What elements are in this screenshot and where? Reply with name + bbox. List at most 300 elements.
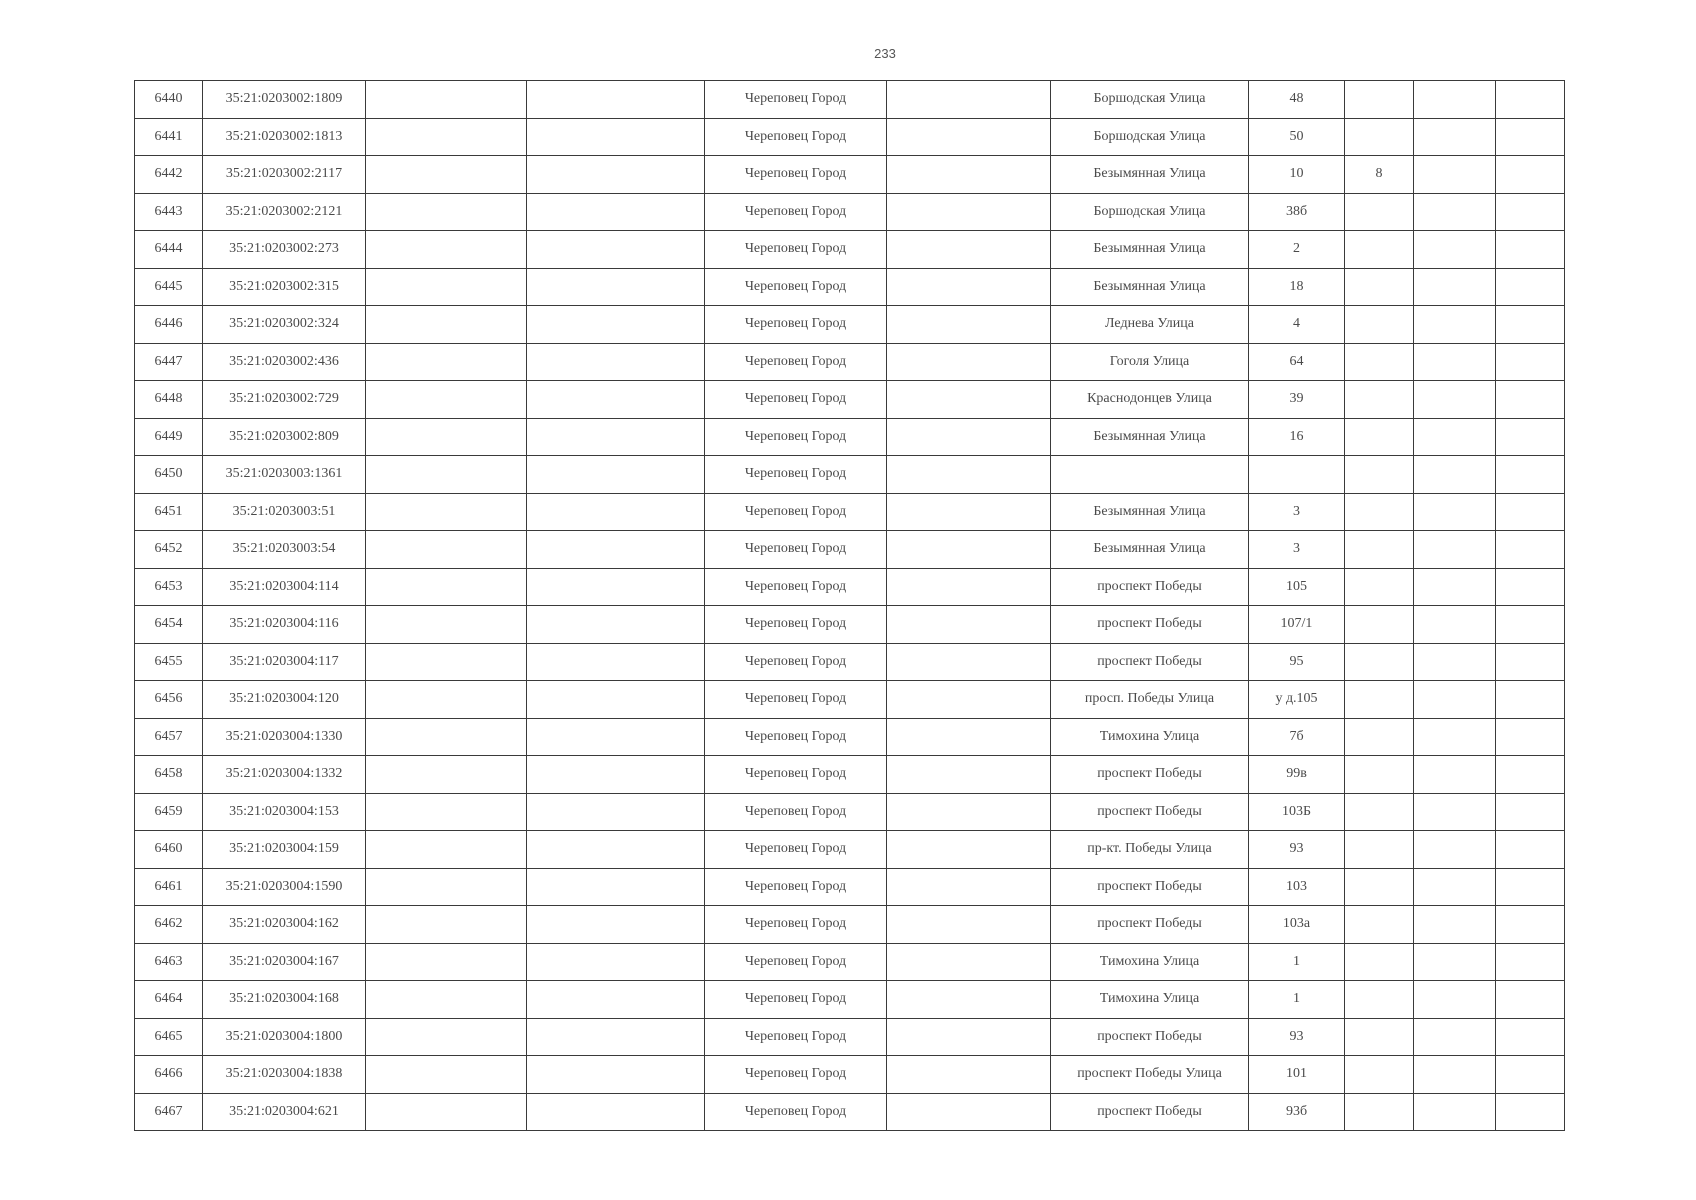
- locality-cell: Череповец Город: [705, 681, 887, 719]
- street-cell: проспект Победы: [1051, 868, 1249, 906]
- empty-cell: [1414, 193, 1496, 231]
- street-cell: Безымянная Улица: [1051, 156, 1249, 194]
- house-cell: 93: [1249, 1018, 1345, 1056]
- empty-cell: [366, 118, 527, 156]
- locality-cell: Череповец Город: [705, 718, 887, 756]
- cadastral-number-cell: 35:21:0203004:1800: [203, 1018, 366, 1056]
- empty-cell: [887, 718, 1051, 756]
- house-cell: 7б: [1249, 718, 1345, 756]
- locality-cell: Череповец Город: [705, 793, 887, 831]
- empty-cell: [1496, 943, 1565, 981]
- row-number-cell: 6466: [135, 1056, 203, 1094]
- house-cell: 101: [1249, 1056, 1345, 1094]
- empty-cell: [1414, 231, 1496, 269]
- building-cell: [1345, 831, 1414, 869]
- locality-cell: Череповец Город: [705, 568, 887, 606]
- empty-cell: [366, 343, 527, 381]
- empty-cell: [527, 193, 705, 231]
- empty-cell: [887, 868, 1051, 906]
- empty-cell: [887, 1093, 1051, 1131]
- registry-table: [134, 80, 1565, 1131]
- street-cell: Боршодская Улица: [1051, 118, 1249, 156]
- empty-cell: [887, 681, 1051, 719]
- empty-cell: [1414, 681, 1496, 719]
- empty-cell: [887, 156, 1051, 194]
- table-row: [135, 756, 1565, 794]
- house-cell: 38б: [1249, 193, 1345, 231]
- empty-cell: [1496, 756, 1565, 794]
- cadastral-number-cell: 35:21:0203004:168: [203, 981, 366, 1019]
- empty-cell: [527, 118, 705, 156]
- cadastral-number-cell: 35:21:0203003:51: [203, 493, 366, 531]
- house-cell: 107/1: [1249, 606, 1345, 644]
- building-cell: [1345, 1056, 1414, 1094]
- empty-cell: [527, 606, 705, 644]
- row-number-cell: 6456: [135, 681, 203, 719]
- locality-cell: Череповец Город: [705, 643, 887, 681]
- house-cell: 48: [1249, 81, 1345, 119]
- building-cell: [1345, 418, 1414, 456]
- empty-cell: [366, 681, 527, 719]
- house-cell: [1249, 456, 1345, 494]
- building-cell: [1345, 343, 1414, 381]
- building-cell: [1345, 193, 1414, 231]
- empty-cell: [1414, 493, 1496, 531]
- empty-cell: [1414, 381, 1496, 419]
- table-row: [135, 831, 1565, 869]
- empty-cell: [527, 81, 705, 119]
- building-cell: [1345, 456, 1414, 494]
- street-cell: Боршодская Улица: [1051, 81, 1249, 119]
- empty-cell: [1414, 268, 1496, 306]
- house-cell: 3: [1249, 531, 1345, 569]
- table-row: [135, 381, 1565, 419]
- table-row: [135, 793, 1565, 831]
- building-cell: [1345, 1018, 1414, 1056]
- empty-cell: [887, 306, 1051, 344]
- empty-cell: [366, 756, 527, 794]
- empty-cell: [366, 906, 527, 944]
- empty-cell: [1496, 718, 1565, 756]
- empty-cell: [887, 81, 1051, 119]
- empty-cell: [366, 81, 527, 119]
- table-row: [135, 981, 1565, 1019]
- locality-cell: Череповец Город: [705, 868, 887, 906]
- building-cell: [1345, 568, 1414, 606]
- empty-cell: [1496, 231, 1565, 269]
- empty-cell: [366, 156, 527, 194]
- cadastral-number-cell: 35:21:0203004:162: [203, 906, 366, 944]
- building-cell: [1345, 793, 1414, 831]
- table-row: [135, 493, 1565, 531]
- empty-cell: [887, 643, 1051, 681]
- empty-cell: [366, 981, 527, 1019]
- row-number-cell: 6444: [135, 231, 203, 269]
- table-row: [135, 868, 1565, 906]
- empty-cell: [1414, 568, 1496, 606]
- building-cell: [1345, 531, 1414, 569]
- row-number-cell: 6447: [135, 343, 203, 381]
- house-cell: 64: [1249, 343, 1345, 381]
- empty-cell: [366, 1018, 527, 1056]
- row-number-cell: 6455: [135, 643, 203, 681]
- empty-cell: [1496, 418, 1565, 456]
- locality-cell: Череповец Город: [705, 156, 887, 194]
- empty-cell: [1414, 718, 1496, 756]
- row-number-cell: 6459: [135, 793, 203, 831]
- empty-cell: [1496, 268, 1565, 306]
- row-number-cell: 6450: [135, 456, 203, 494]
- cadastral-number-cell: 35:21:0203002:2117: [203, 156, 366, 194]
- table-row: [135, 643, 1565, 681]
- row-number-cell: 6467: [135, 1093, 203, 1131]
- empty-cell: [1496, 606, 1565, 644]
- cadastral-number-cell: 35:21:0203002:273: [203, 231, 366, 269]
- empty-cell: [887, 268, 1051, 306]
- empty-cell: [1414, 531, 1496, 569]
- cadastral-number-cell: 35:21:0203004:114: [203, 568, 366, 606]
- empty-cell: [527, 493, 705, 531]
- empty-cell: [887, 568, 1051, 606]
- empty-cell: [1414, 1093, 1496, 1131]
- table-row: [135, 943, 1565, 981]
- table-row: [135, 906, 1565, 944]
- empty-cell: [887, 343, 1051, 381]
- row-number-cell: 6440: [135, 81, 203, 119]
- empty-cell: [1414, 793, 1496, 831]
- cadastral-number-cell: 35:21:0203004:167: [203, 943, 366, 981]
- row-number-cell: 6460: [135, 831, 203, 869]
- building-cell: 8: [1345, 156, 1414, 194]
- empty-cell: [1496, 531, 1565, 569]
- cadastral-number-cell: 35:21:0203004:1838: [203, 1056, 366, 1094]
- locality-cell: Череповец Город: [705, 118, 887, 156]
- empty-cell: [527, 868, 705, 906]
- empty-cell: [1414, 643, 1496, 681]
- building-cell: [1345, 681, 1414, 719]
- cadastral-number-cell: 35:21:0203002:1809: [203, 81, 366, 119]
- empty-cell: [366, 831, 527, 869]
- empty-cell: [1496, 381, 1565, 419]
- locality-cell: Череповец Город: [705, 981, 887, 1019]
- empty-cell: [366, 193, 527, 231]
- street-cell: Краснодонцев Улица: [1051, 381, 1249, 419]
- cadastral-number-cell: 35:21:0203004:153: [203, 793, 366, 831]
- street-cell: проспект Победы: [1051, 906, 1249, 944]
- empty-cell: [527, 793, 705, 831]
- street-cell: проспект Победы: [1051, 606, 1249, 644]
- empty-cell: [1414, 118, 1496, 156]
- locality-cell: Череповец Город: [705, 493, 887, 531]
- row-number-cell: 6463: [135, 943, 203, 981]
- empty-cell: [887, 456, 1051, 494]
- empty-cell: [887, 981, 1051, 1019]
- locality-cell: Череповец Город: [705, 81, 887, 119]
- empty-cell: [1496, 456, 1565, 494]
- cadastral-number-cell: 35:21:0203004:120: [203, 681, 366, 719]
- table-row: [135, 231, 1565, 269]
- locality-cell: Череповец Город: [705, 193, 887, 231]
- building-cell: [1345, 756, 1414, 794]
- row-number-cell: 6462: [135, 906, 203, 944]
- empty-cell: [887, 943, 1051, 981]
- empty-cell: [887, 381, 1051, 419]
- house-cell: 18: [1249, 268, 1345, 306]
- building-cell: [1345, 231, 1414, 269]
- row-number-cell: 6446: [135, 306, 203, 344]
- locality-cell: Череповец Город: [705, 268, 887, 306]
- empty-cell: [527, 268, 705, 306]
- building-cell: [1345, 1093, 1414, 1131]
- empty-cell: [887, 493, 1051, 531]
- table-row: [135, 568, 1565, 606]
- street-cell: проспект Победы: [1051, 568, 1249, 606]
- empty-cell: [366, 1056, 527, 1094]
- empty-cell: [1496, 81, 1565, 119]
- street-cell: проспект Победы: [1051, 643, 1249, 681]
- table-row: [135, 418, 1565, 456]
- house-cell: 3: [1249, 493, 1345, 531]
- locality-cell: Череповец Город: [705, 606, 887, 644]
- street-cell: Тимохина Улица: [1051, 718, 1249, 756]
- empty-cell: [1496, 981, 1565, 1019]
- locality-cell: Череповец Город: [705, 1056, 887, 1094]
- empty-cell: [366, 568, 527, 606]
- empty-cell: [1414, 156, 1496, 194]
- cadastral-number-cell: 35:21:0203004:1332: [203, 756, 366, 794]
- page-number: 233: [874, 46, 896, 61]
- registry-body: [135, 81, 1565, 1131]
- building-cell: [1345, 606, 1414, 644]
- empty-cell: [1496, 643, 1565, 681]
- empty-cell: [1496, 493, 1565, 531]
- empty-cell: [366, 231, 527, 269]
- empty-cell: [527, 643, 705, 681]
- street-cell: проспект Победы: [1051, 756, 1249, 794]
- house-cell: 99в: [1249, 756, 1345, 794]
- empty-cell: [887, 193, 1051, 231]
- street-cell: Безымянная Улица: [1051, 493, 1249, 531]
- street-cell: проспект Победы Улица: [1051, 1056, 1249, 1094]
- empty-cell: [366, 868, 527, 906]
- empty-cell: [366, 268, 527, 306]
- row-number-cell: 6445: [135, 268, 203, 306]
- house-cell: 105: [1249, 568, 1345, 606]
- cadastral-number-cell: 35:21:0203004:621: [203, 1093, 366, 1131]
- empty-cell: [527, 343, 705, 381]
- empty-cell: [887, 606, 1051, 644]
- street-cell: пр-кт. Победы Улица: [1051, 831, 1249, 869]
- street-cell: Тимохина Улица: [1051, 981, 1249, 1019]
- house-cell: 103: [1249, 868, 1345, 906]
- empty-cell: [1496, 1018, 1565, 1056]
- building-cell: [1345, 868, 1414, 906]
- street-cell: проспект Победы: [1051, 793, 1249, 831]
- house-cell: 1: [1249, 943, 1345, 981]
- empty-cell: [1496, 193, 1565, 231]
- row-number-cell: 6454: [135, 606, 203, 644]
- table-row: [135, 306, 1565, 344]
- cadastral-number-cell: 35:21:0203002:2121: [203, 193, 366, 231]
- empty-cell: [1496, 156, 1565, 194]
- street-cell: Безымянная Улица: [1051, 231, 1249, 269]
- row-number-cell: 6443: [135, 193, 203, 231]
- building-cell: [1345, 81, 1414, 119]
- row-number-cell: 6448: [135, 381, 203, 419]
- cadastral-number-cell: 35:21:0203002:324: [203, 306, 366, 344]
- empty-cell: [527, 156, 705, 194]
- empty-cell: [527, 718, 705, 756]
- table-row: [135, 456, 1565, 494]
- empty-cell: [1414, 868, 1496, 906]
- building-cell: [1345, 493, 1414, 531]
- empty-cell: [527, 418, 705, 456]
- locality-cell: Череповец Город: [705, 381, 887, 419]
- building-cell: [1345, 643, 1414, 681]
- row-number-cell: 6451: [135, 493, 203, 531]
- cadastral-number-cell: 35:21:0203002:1813: [203, 118, 366, 156]
- table-row: [135, 606, 1565, 644]
- street-cell: Гоголя Улица: [1051, 343, 1249, 381]
- empty-cell: [527, 456, 705, 494]
- locality-cell: Череповец Город: [705, 831, 887, 869]
- empty-cell: [366, 718, 527, 756]
- cadastral-number-cell: 35:21:0203002:729: [203, 381, 366, 419]
- empty-cell: [1496, 306, 1565, 344]
- building-cell: [1345, 906, 1414, 944]
- cadastral-number-cell: 35:21:0203004:1590: [203, 868, 366, 906]
- locality-cell: Череповец Город: [705, 231, 887, 269]
- empty-cell: [366, 1093, 527, 1131]
- empty-cell: [887, 1018, 1051, 1056]
- house-cell: 95: [1249, 643, 1345, 681]
- empty-cell: [1496, 868, 1565, 906]
- house-cell: 39: [1249, 381, 1345, 419]
- building-cell: [1345, 981, 1414, 1019]
- locality-cell: Череповец Город: [705, 418, 887, 456]
- cadastral-number-cell: 35:21:0203003:1361: [203, 456, 366, 494]
- empty-cell: [366, 456, 527, 494]
- empty-cell: [366, 943, 527, 981]
- row-number-cell: 6465: [135, 1018, 203, 1056]
- empty-cell: [887, 531, 1051, 569]
- empty-cell: [527, 906, 705, 944]
- house-cell: 1: [1249, 981, 1345, 1019]
- empty-cell: [1414, 81, 1496, 119]
- empty-cell: [1414, 606, 1496, 644]
- table-row: [135, 1093, 1565, 1131]
- empty-cell: [366, 381, 527, 419]
- building-cell: [1345, 718, 1414, 756]
- empty-cell: [1496, 681, 1565, 719]
- street-cell: [1051, 456, 1249, 494]
- locality-cell: Череповец Город: [705, 456, 887, 494]
- locality-cell: Череповец Город: [705, 343, 887, 381]
- cadastral-number-cell: 35:21:0203003:54: [203, 531, 366, 569]
- empty-cell: [1414, 1018, 1496, 1056]
- street-cell: Леднева Улица: [1051, 306, 1249, 344]
- house-cell: 93: [1249, 831, 1345, 869]
- empty-cell: [1496, 118, 1565, 156]
- empty-cell: [1414, 756, 1496, 794]
- empty-cell: [366, 418, 527, 456]
- locality-cell: Череповец Город: [705, 306, 887, 344]
- empty-cell: [1414, 306, 1496, 344]
- table-row: [135, 681, 1565, 719]
- locality-cell: Череповец Город: [705, 1018, 887, 1056]
- cadastral-number-cell: 35:21:0203002:809: [203, 418, 366, 456]
- cadastral-number-cell: 35:21:0203002:436: [203, 343, 366, 381]
- table-row: [135, 156, 1565, 194]
- street-cell: Безымянная Улица: [1051, 531, 1249, 569]
- locality-cell: Череповец Город: [705, 906, 887, 944]
- cadastral-number-cell: 35:21:0203002:315: [203, 268, 366, 306]
- row-number-cell: 6453: [135, 568, 203, 606]
- building-cell: [1345, 268, 1414, 306]
- cadastral-number-cell: 35:21:0203004:116: [203, 606, 366, 644]
- table-row: [135, 193, 1565, 231]
- row-number-cell: 6452: [135, 531, 203, 569]
- empty-cell: [1496, 793, 1565, 831]
- empty-cell: [1496, 906, 1565, 944]
- empty-cell: [366, 606, 527, 644]
- empty-cell: [887, 756, 1051, 794]
- empty-cell: [1414, 456, 1496, 494]
- empty-cell: [527, 1018, 705, 1056]
- empty-cell: [1496, 343, 1565, 381]
- row-number-cell: 6457: [135, 718, 203, 756]
- house-cell: 93б: [1249, 1093, 1345, 1131]
- row-number-cell: 6442: [135, 156, 203, 194]
- empty-cell: [527, 1093, 705, 1131]
- cadastral-number-cell: 35:21:0203004:117: [203, 643, 366, 681]
- locality-cell: Череповец Город: [705, 531, 887, 569]
- house-cell: у д.105: [1249, 681, 1345, 719]
- empty-cell: [887, 906, 1051, 944]
- empty-cell: [887, 1056, 1051, 1094]
- table-row: [135, 268, 1565, 306]
- empty-cell: [1496, 1056, 1565, 1094]
- empty-cell: [366, 643, 527, 681]
- empty-cell: [887, 231, 1051, 269]
- table-row: [135, 1018, 1565, 1056]
- empty-cell: [1414, 943, 1496, 981]
- row-number-cell: 6461: [135, 868, 203, 906]
- street-cell: Безымянная Улица: [1051, 418, 1249, 456]
- house-cell: 103а: [1249, 906, 1345, 944]
- row-number-cell: 6458: [135, 756, 203, 794]
- empty-cell: [527, 531, 705, 569]
- empty-cell: [527, 231, 705, 269]
- locality-cell: Череповец Город: [705, 756, 887, 794]
- table-row: [135, 1056, 1565, 1094]
- table-row: [135, 81, 1565, 119]
- cadastral-number-cell: 35:21:0203004:1330: [203, 718, 366, 756]
- empty-cell: [527, 681, 705, 719]
- house-cell: 50: [1249, 118, 1345, 156]
- table-row: [135, 718, 1565, 756]
- building-cell: [1345, 381, 1414, 419]
- empty-cell: [527, 306, 705, 344]
- empty-cell: [1496, 831, 1565, 869]
- empty-cell: [1414, 343, 1496, 381]
- table-row: [135, 531, 1565, 569]
- street-cell: проспект Победы: [1051, 1093, 1249, 1131]
- empty-cell: [887, 418, 1051, 456]
- table-row: [135, 343, 1565, 381]
- empty-cell: [887, 831, 1051, 869]
- house-cell: 16: [1249, 418, 1345, 456]
